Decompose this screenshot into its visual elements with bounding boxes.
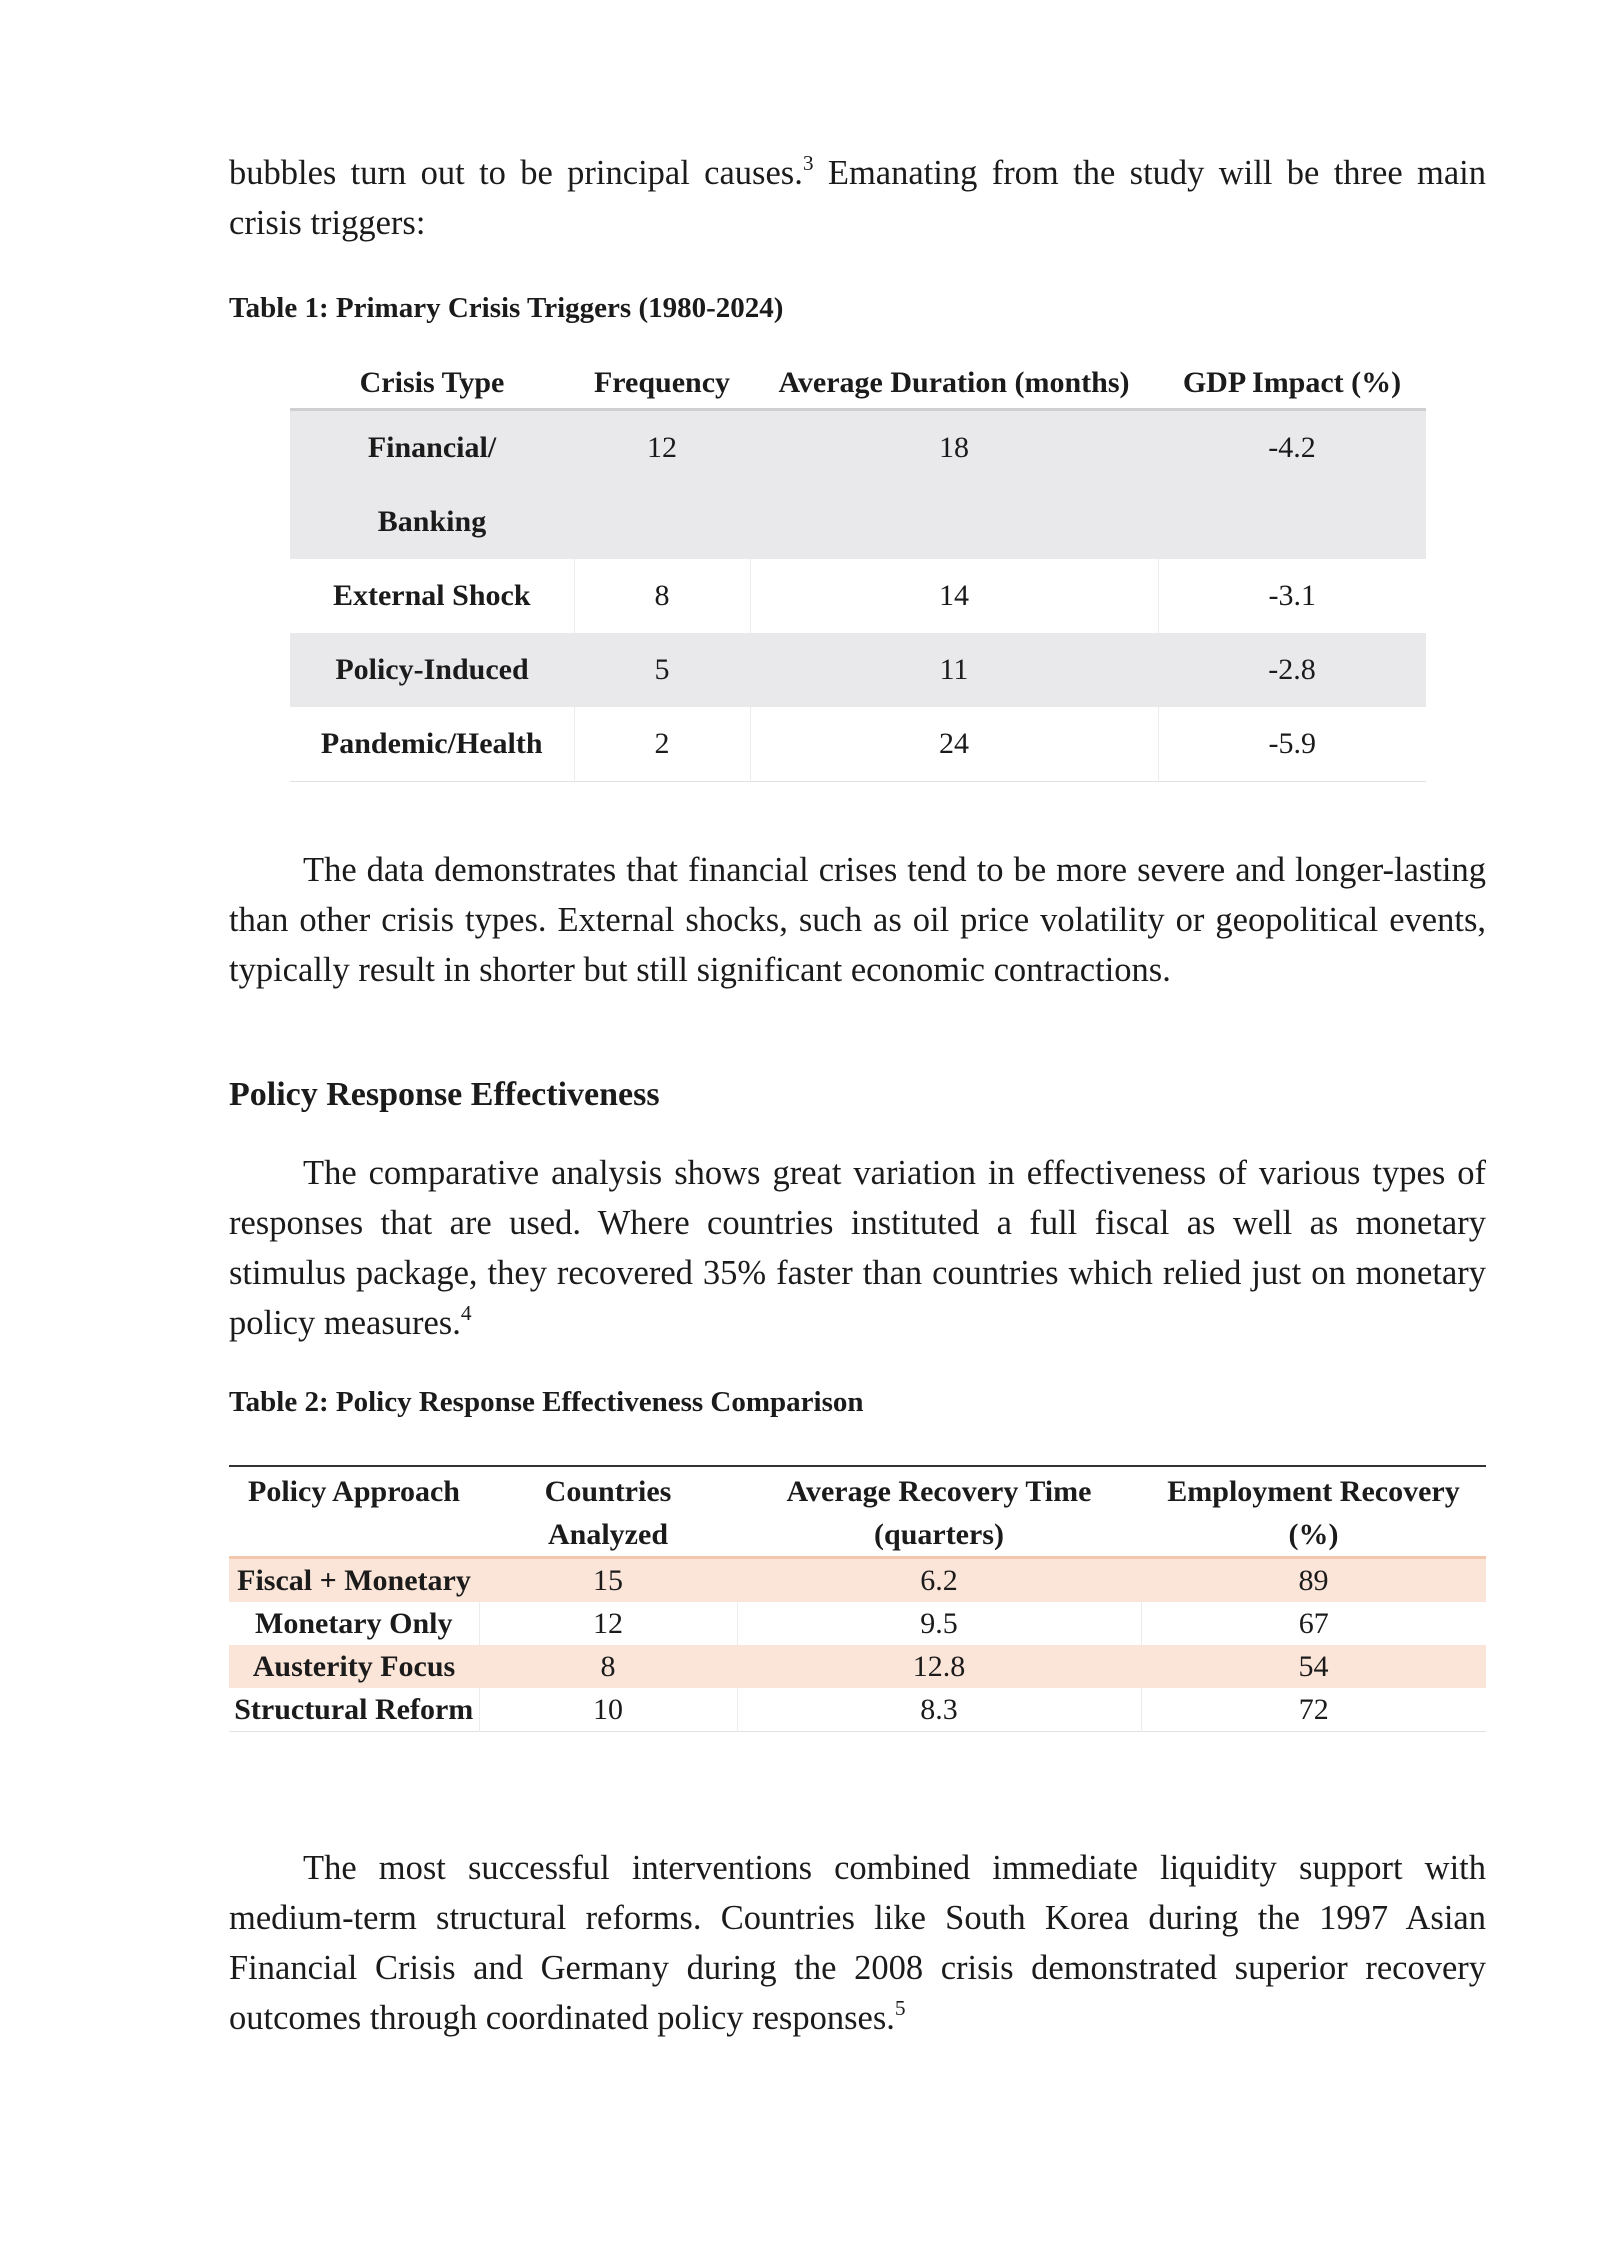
table-row (290, 559, 1426, 633)
footnote-ref-4[interactable]: 4 (460, 1301, 472, 1326)
policy-approach-cell: Fiscal + Monetary (229, 1558, 479, 1603)
table-row (290, 707, 1426, 782)
crisis-type-cell: Pandemic/Health (320, 727, 543, 760)
table-row (229, 1558, 1486, 1603)
frequency-cell: 8 (574, 559, 750, 633)
table-row (229, 1688, 1486, 1732)
column-header: Frequency (593, 366, 731, 399)
intro-paragraph (229, 148, 1486, 248)
table1-caption: Table 1: Primary Crisis Triggers (1980-2024) (229, 292, 784, 324)
gdp-impact-cell: -3.1 (1158, 559, 1426, 633)
crisis-triggers-table (290, 358, 1426, 782)
column-header: GDP Impact (%) (1182, 366, 1402, 399)
countries-cell: 10 (479, 1688, 737, 1732)
recovery-time-cell: 12.8 (737, 1645, 1141, 1688)
gdp-impact-cell: -4.2 (1158, 410, 1426, 560)
body-paragraph: The data demonstrates that financial crises tend to be more severe and longer-lasting than other crisis types. External shocks, such as oil price volatility or geopolitical events, typically result in shorter but still significant economic contractions. (229, 851, 1486, 989)
section-text: The comparative analysis shows great variation in effectiveness of various types of responses that are used. Where countries instituted a full fiscal as well as monetary stimulus package, they recovered 35% faster than countries which relied just on monetary policy measures. (229, 1154, 1486, 1342)
crisis-type-cell: External Shock (332, 579, 531, 612)
crisis-type-cell: Financial/ Banking (290, 410, 574, 560)
policy-approach-cell: Austerity Focus (229, 1645, 479, 1688)
recovery-time-cell: 6.2 (737, 1558, 1141, 1603)
column-header: Average Duration (months) (778, 366, 1130, 399)
frequency-cell: 2 (574, 707, 750, 782)
crisis-type-cell: Policy-Induced (290, 633, 574, 707)
frequency-cell: 5 (574, 633, 750, 707)
countries-cell: 12 (479, 1602, 737, 1645)
footnote-ref-3[interactable]: 3 (802, 151, 814, 176)
employment-cell: 67 (1141, 1602, 1486, 1645)
column-header: Crisis Type (359, 366, 505, 399)
column-header: Countries Analyzed (544, 1475, 672, 1551)
gdp-impact-cell: -2.8 (1158, 633, 1426, 707)
table-row (229, 1645, 1486, 1688)
employment-cell: 54 (1141, 1645, 1486, 1688)
section-heading: Policy Response Effectiveness (229, 1076, 660, 1113)
intro-text: bubbles turn out to be principal causes. (229, 154, 803, 192)
table-header-row (290, 358, 1426, 410)
countries-cell: 8 (479, 1645, 737, 1688)
duration-cell: 11 (750, 633, 1158, 707)
closing-paragraph (229, 1843, 1486, 2043)
recovery-time-cell: 9.5 (737, 1602, 1141, 1645)
policy-approach-cell: Monetary Only (255, 1607, 453, 1640)
section-paragraph (229, 1148, 1486, 1348)
frequency-cell: 12 (574, 410, 750, 560)
table-row (290, 410, 1426, 560)
duration-cell: 24 (750, 707, 1158, 782)
countries-cell: 15 (479, 1558, 737, 1603)
employment-cell: 72 (1141, 1688, 1486, 1732)
policy-response-table (229, 1465, 1486, 1732)
duration-cell: 14 (750, 559, 1158, 633)
column-header: Average Recovery Time (quarters) (786, 1475, 1092, 1551)
employment-cell: 89 (1141, 1558, 1486, 1603)
intro-text-continued: Emanating from the study will be three main crisis triggers: (229, 154, 1487, 242)
footnote-ref-5[interactable]: 5 (894, 1996, 906, 2021)
column-header: Policy Approach (248, 1475, 460, 1508)
policy-approach-cell: Structural Reform (234, 1693, 474, 1726)
closing-text: The most successful interventions combined immediate liquidity support with medium-term structural reforms. Countries like South Korea during the 1997 Asian Financial Crisis and Germany during the 2008 crisis demonstrated superior recovery outcomes through coordinated policy responses. (229, 1849, 1486, 2037)
column-header: Employment Recovery (%) (1167, 1475, 1460, 1551)
table-row (229, 1602, 1486, 1645)
table-row (290, 633, 1426, 707)
recovery-time-cell: 8.3 (737, 1688, 1141, 1732)
table2-caption: Table 2: Policy Response Effectiveness Comparison (229, 1386, 864, 1418)
gdp-impact-cell: -5.9 (1158, 707, 1426, 782)
table-header-row (229, 1466, 1486, 1558)
duration-cell: 18 (750, 410, 1158, 560)
